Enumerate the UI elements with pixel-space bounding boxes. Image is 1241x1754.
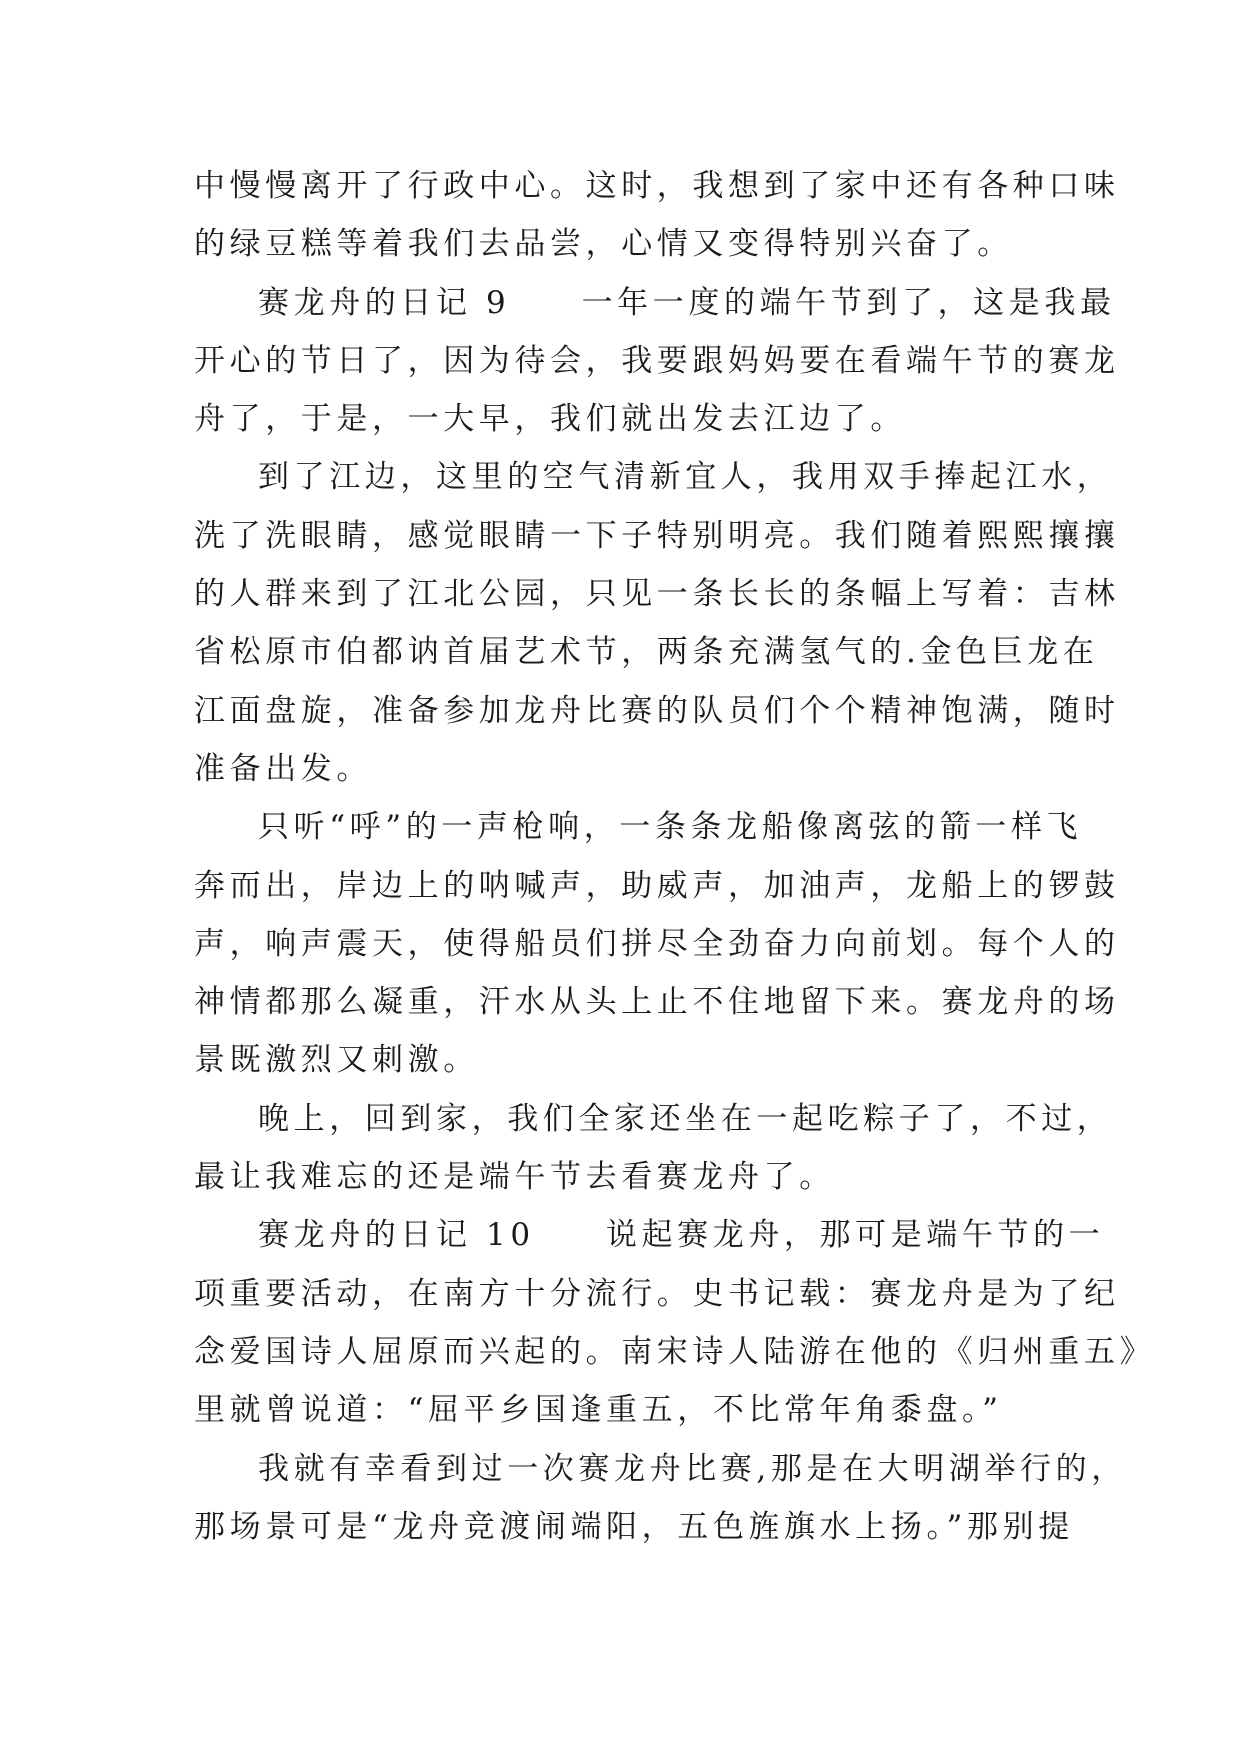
text-line: 里就曾说道：“屈平乡国逢重五，不比常年角黍盘。”	[194, 1392, 1003, 1429]
text-line: 最让我难忘的还是端午节去看赛龙舟了。	[194, 1159, 835, 1196]
text-line: 晚上，回到家，我们全家还坐在一起吃粽子了，不过，	[258, 1100, 1113, 1137]
text-line: 准备出发。	[194, 750, 372, 787]
text-line: 景既激烈又刺激。	[194, 1042, 479, 1079]
text-line: 我就有幸看到过一次赛龙舟比赛,那是在大明湖举行的，	[258, 1450, 1127, 1487]
text-line: 神情都那么凝重，汗水从头上止不住地留下来。赛龙舟的场	[194, 984, 1120, 1021]
body-text	[194, 157, 1156, 1556]
text-line: 洗了洗眼睛，感觉眼睛一下子特别明亮。我们随着熙熙攘攘	[194, 517, 1120, 554]
text-line: 省松原市伯都讷首届艺术节，两条充满氢气的.金色巨龙在	[194, 634, 1099, 671]
text-line: 江面盘旋，准备参加龙舟比赛的队员们个个精神饱满，随时	[194, 692, 1120, 729]
text-line: 念爱国诗人屈原而兴起的。南宋诗人陆游在他的《归州重五》	[194, 1333, 1156, 1370]
text-line: 到了江边，这里的空气清新宜人，我用双手捧起江水，	[258, 459, 1113, 496]
text-line: 赛龙舟的日记 9 一年一度的端午节到了，这是我最	[258, 284, 1116, 321]
text-line: 那场景可是“龙舟竞渡闹端阳，五色旌旗水上扬。”那别提	[194, 1508, 1074, 1545]
text-line: 开心的节日了，因为待会，我要跟妈妈要在看端午节的赛龙	[194, 342, 1120, 379]
text-line: 舟了，于是，一大早，我们就出发去江边了。	[194, 401, 906, 438]
text-line: 项重要活动，在南方十分流行。史书记载：赛龙舟是为了纪	[194, 1275, 1120, 1312]
text-line: 只听“呼”的一声枪响，一条条龙船像离弦的箭一样飞	[258, 809, 1083, 846]
text-line: 的绿豆糕等着我们去品尝，心情又变得特别兴奋了。	[194, 226, 1013, 263]
text-line: 赛龙舟的日记 10 说起赛龙舟，那可是端午节的一	[258, 1217, 1105, 1254]
text-line: 中慢慢离开了行政中心。这时，我想到了家中还有各种口味	[194, 168, 1120, 204]
text-line: 的人群来到了江北公园，只见一条长长的条幅上写着：吉林	[194, 576, 1120, 613]
text-line: 奔而出，岸边上的呐喊声，助威声，加油声，龙船上的锣鼓	[194, 867, 1120, 904]
text-line: 声，响声震天，使得船员们拼尽全劲奋力向前划。每个人的	[194, 925, 1120, 962]
